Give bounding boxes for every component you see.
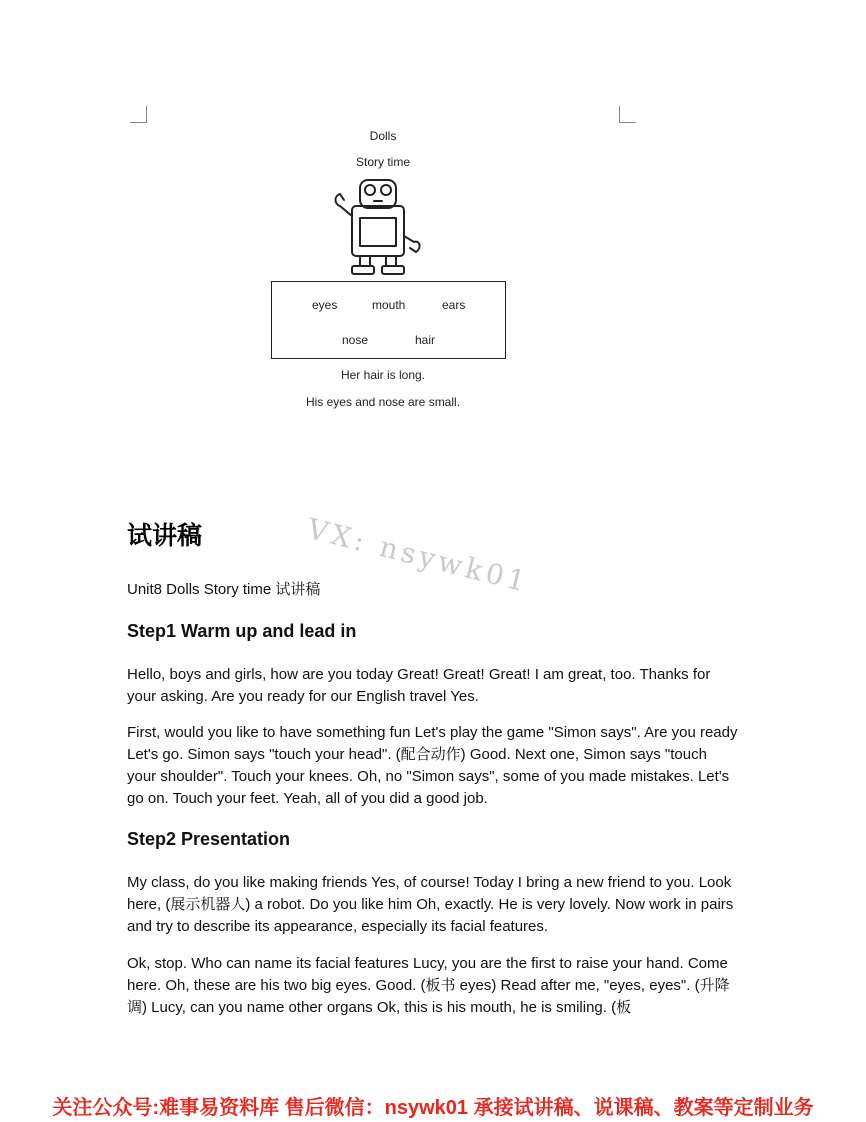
vocab-word: hair — [415, 333, 436, 347]
robot-illustration — [330, 176, 426, 280]
vocab-word: eyes — [312, 298, 338, 312]
paragraph: First, would you like to have something fun Let's play the game "Simon says". Are you ready Let's go. Simon says "touch your head". (配合动作) Good. Next one, Simon says "touch your shoulder". Touch your knees. Oh, no "Simon says", some of you made mistakes. Let's go on. Touch your feet. Yeah, all of you did a good job. — [127, 724, 738, 807]
vocab-word: ears — [442, 298, 466, 312]
board-sentence-1: Her hair is long. — [340, 368, 426, 382]
board-title: Dolls — [369, 129, 397, 143]
footer-promo-banner: 关注公众号:难事易资料库 售后微信：nsywk01 承接试讲稿、说课稿、教案等定制业务 — [52, 1097, 814, 1119]
page-corner-mark-right — [619, 106, 636, 123]
step1-heading: Step1 Warm up and lead in — [127, 621, 357, 641]
vocabulary-box — [271, 281, 506, 359]
paragraph: My class, do you like making friends Yes, of course! Today I bring a new friend to you. Look here, (展示机器人) a robot. Do you like him Oh, exactly. He is very lovely. Now work in pairs and try to describe its appearance, especially its facial features. — [127, 874, 734, 935]
board-subtitle: Story time — [355, 155, 410, 169]
paragraph: Ok, stop. Who can name its facial features Lucy, you are the first to raise your hand. Come here. Oh, these are his two big eyes. Good. (板书 eyes) Read after me, "eyes, eyes". (升降调) Lucy, can you name other organs Ok, this is his mouth, he is smiling. (板 — [127, 955, 730, 1016]
document-title: 试讲稿 — [127, 522, 203, 550]
board-sentence-2: His eyes and nose are small. — [305, 395, 461, 409]
document-subtitle: Unit8 Dolls Story time 试讲稿 — [127, 581, 321, 598]
paragraph: Hello, boys and girls, how are you today Great! Great! Great! I am great, too. Thanks for your asking. Are you ready for our English travel Yes. — [127, 666, 711, 705]
step2-heading: Step2 Presentation — [127, 829, 291, 849]
page-corner-mark-left — [130, 106, 147, 123]
watermark: VX: nsywk01 — [304, 512, 533, 600]
vocab-word: mouth — [372, 298, 406, 312]
vocab-word: nose — [342, 333, 369, 347]
